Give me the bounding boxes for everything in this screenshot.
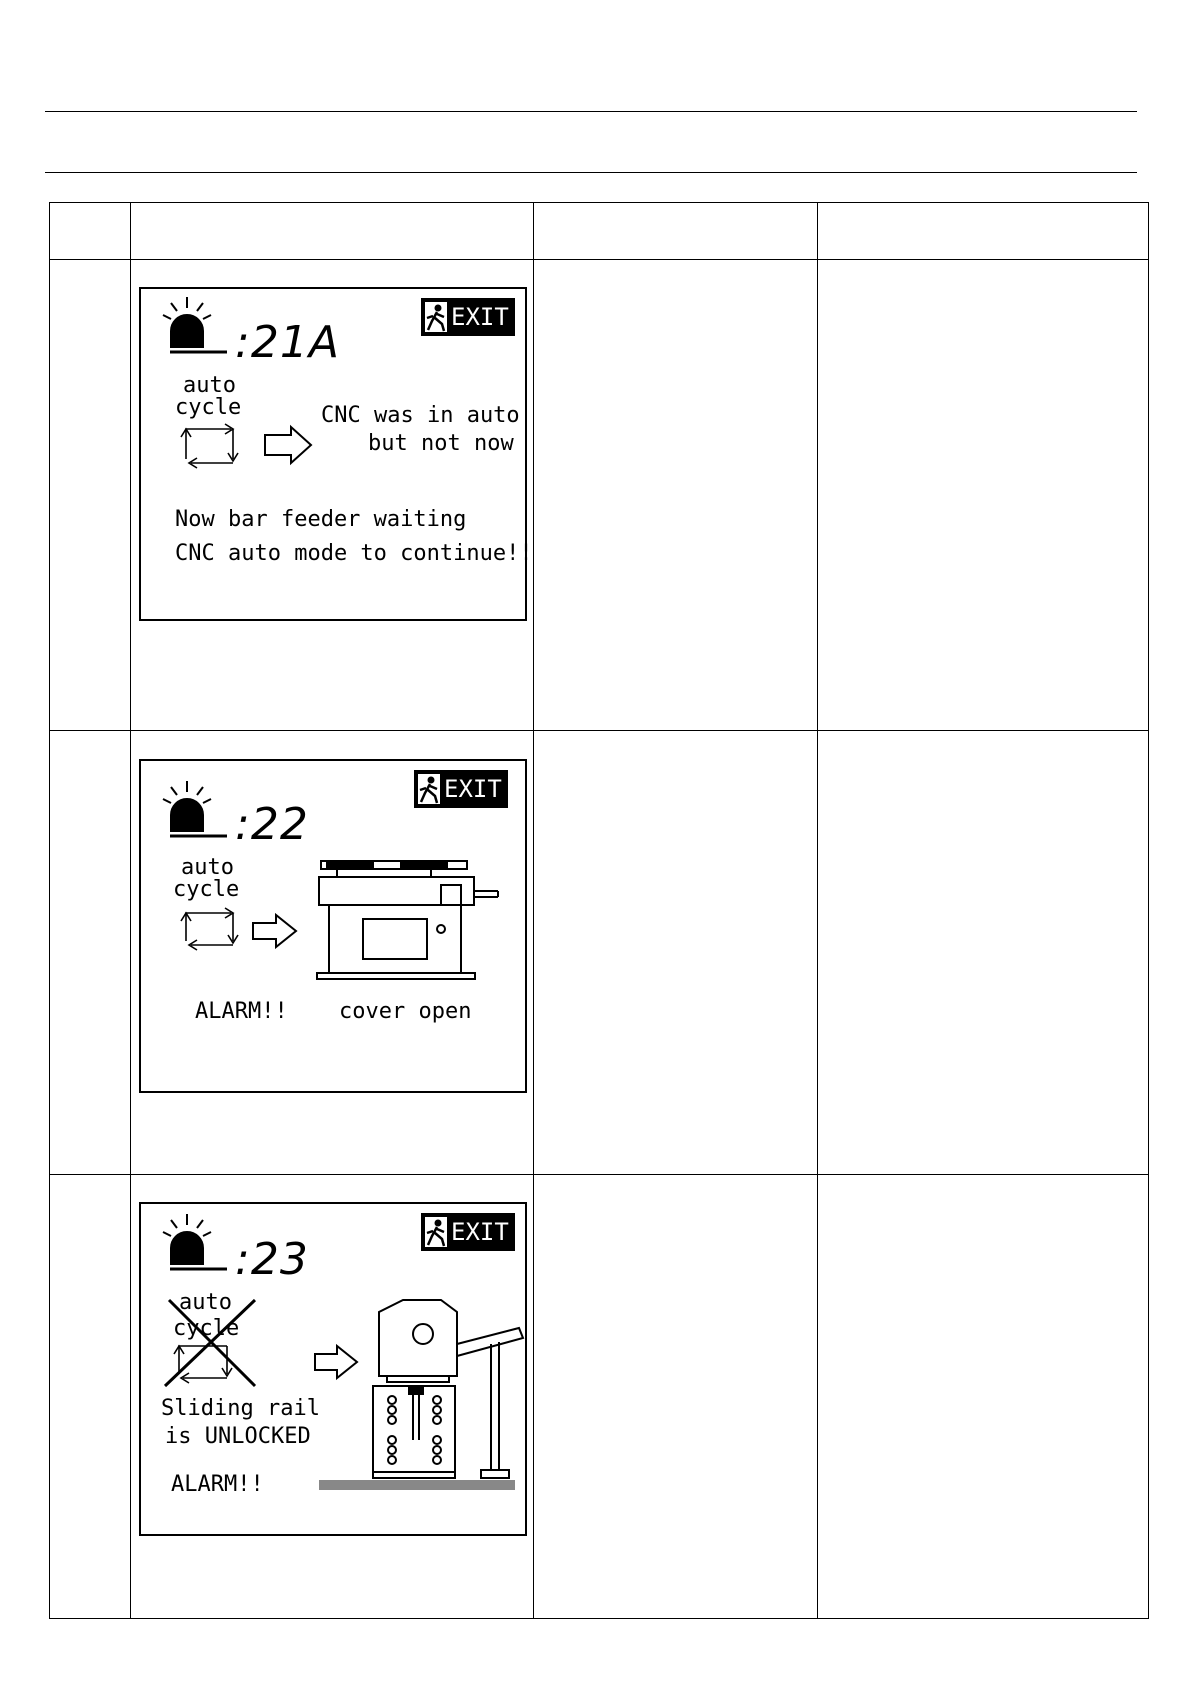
auto-cycle-icon: [181, 424, 238, 468]
cover-open-label: cover open: [339, 999, 472, 1024]
running-man-icon: [425, 302, 447, 332]
rail-status-line1: Sliding rail: [161, 1396, 320, 1421]
alarm-beacon-icon: [163, 1214, 227, 1269]
cause-cell: [534, 1175, 818, 1619]
alarm-label: ALARM!!: [195, 999, 288, 1024]
solution-cell: [818, 731, 1149, 1175]
alarm-screen-21a: [139, 287, 533, 621]
exit-label: EXIT: [451, 1218, 509, 1246]
alarm-screen-22: [139, 759, 527, 1093]
auto-label: auto: [183, 373, 236, 398]
status-text-line1: CNC was in auto: [321, 403, 520, 428]
alarm-label: ALARM!!: [171, 1472, 264, 1497]
arrow-right-icon: [265, 427, 311, 463]
header-cell-screen: [131, 203, 534, 260]
header-cell-no: [50, 203, 131, 260]
auto-label: auto: [181, 855, 234, 880]
row-number-cell: [50, 1175, 131, 1619]
cycle-label: cycle: [173, 1316, 240, 1341]
ground-hatch: [319, 1480, 515, 1490]
arrow-right-icon: [253, 915, 296, 947]
rail-status-line2: is UNLOCKED: [165, 1424, 311, 1449]
running-man-icon: [418, 774, 440, 804]
header-rule-bottom: [45, 172, 1137, 173]
row-number-cell: [50, 260, 131, 731]
alarm-screen-22-graphics: [141, 761, 525, 1091]
header-rule-top: [45, 111, 1137, 112]
alarm-beacon-icon: [163, 297, 227, 352]
header-cell-cause: [534, 203, 818, 260]
sliding-rail-machine-icon: [373, 1300, 523, 1478]
alarm-code: :22: [235, 799, 309, 850]
message-line2: CNC auto mode to continue!!: [175, 541, 533, 566]
alarm-screen-23: [139, 1202, 527, 1536]
cause-cell: [534, 260, 818, 731]
table-header-row: [50, 203, 1149, 260]
arrow-right-icon: [315, 1346, 357, 1378]
auto-label: auto: [179, 1290, 232, 1315]
alarm-code: :23: [235, 1234, 309, 1285]
auto-cycle-icon: [181, 908, 238, 950]
bar-feeder-machine-icon: [317, 861, 498, 979]
message-line1: Now bar feeder waiting: [175, 507, 467, 532]
row-number-cell: [50, 731, 131, 1175]
cycle-label: cycle: [175, 395, 242, 420]
solution-cell: [818, 1175, 1149, 1619]
running-man-icon: [425, 1217, 447, 1247]
solution-cell: [818, 260, 1149, 731]
exit-label: EXIT: [451, 303, 509, 331]
cause-cell: [534, 731, 818, 1175]
header-cell-solution: [818, 203, 1149, 260]
status-text-line2: but not now: [368, 431, 514, 456]
exit-button[interactable]: [421, 1213, 515, 1251]
exit-button[interactable]: [421, 298, 515, 336]
exit-label: EXIT: [444, 775, 502, 803]
exit-button[interactable]: [414, 770, 508, 808]
alarm-code: :21A: [235, 317, 340, 368]
cycle-label: cycle: [173, 877, 240, 902]
alarm-beacon-icon: [163, 781, 227, 836]
